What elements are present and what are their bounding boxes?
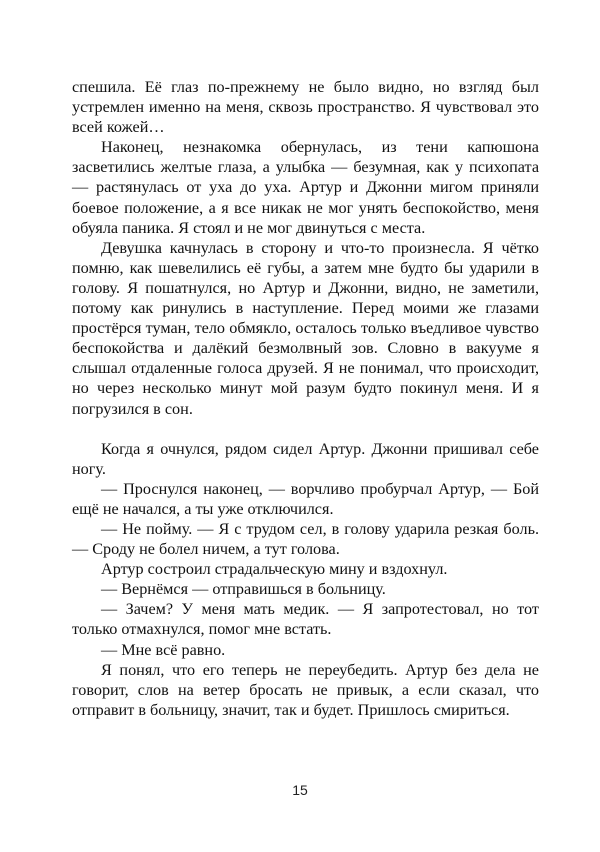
paragraph-continuation: спешила. Её глаз по-прежнему не было видно, но взгляд был устремлен именно на меня, сквозь пространство. Я чувствовал это всей кожей… [72,78,539,137]
paragraph: Я понял, что его теперь не переубедить. Артур без дела не говорит, слов на ветер бросать не привык, а если сказал, что отправит в больницу, значит, так и будет. Пришлось смириться. [72,660,539,719]
paragraph: Наконец, незнакомка обернулась, из тени капюшона засветились желтые глаза, а улыбка — безумная, как у психопата — растянулась от уха до уха. Артур и Джонни мигом приняли боевое положение, а я все никак не мог унять беспокойство, меня обуяла паника. Я стоял и не мог двинуться с места. [72,138,539,237]
page-text [72,77,539,720]
paragraph: Когда я очнулся, рядом сидел Артур. Джонни пришивал себе ногу. [72,439,539,478]
paragraph: Девушка качнулась в сторону и что-то произнесла. Я чётко помню, как шевелились её губы, а затем мне будто бы ударили в голову. Я пошатнулся, но Артур и Джонни, видно, не заметили, потому как ринулись в наступление. Перед моими же глазами простёрся туман, тело обмякло, осталось только въедливое чувство беспокойства и далёкий безмолвный зов. Словно в вакууме я слышал отдаленные голоса друзей. Я не понимал, что происходит, но через несколько минут мой разум будто покинул меня. И я погрузился в сон. [72,238,539,418]
page-number: 15 [292,782,308,798]
dialogue-line: — Не пойму. — Я с трудом сел, в голову ударила резкая боль. — Сроду не болел ничем, а тут голова. [72,519,539,559]
dialogue-line: — Мне всё равно. [101,640,226,659]
dialogue-line: — Вернёмся — отправишься в больницу. [101,580,386,599]
dialogue-line: — Зачем? У меня мать медик. — Я запротестовал, но тот только отмахнулся, помог мне встать. [72,600,539,639]
dialogue-line: — Проснулся наконец, — ворчливо пробурчал Артур, — Бой ещё не начался, а ты уже отключился. [72,479,539,518]
paragraph: Артур состроил страдальческую мину и вздохнул. [101,560,448,579]
